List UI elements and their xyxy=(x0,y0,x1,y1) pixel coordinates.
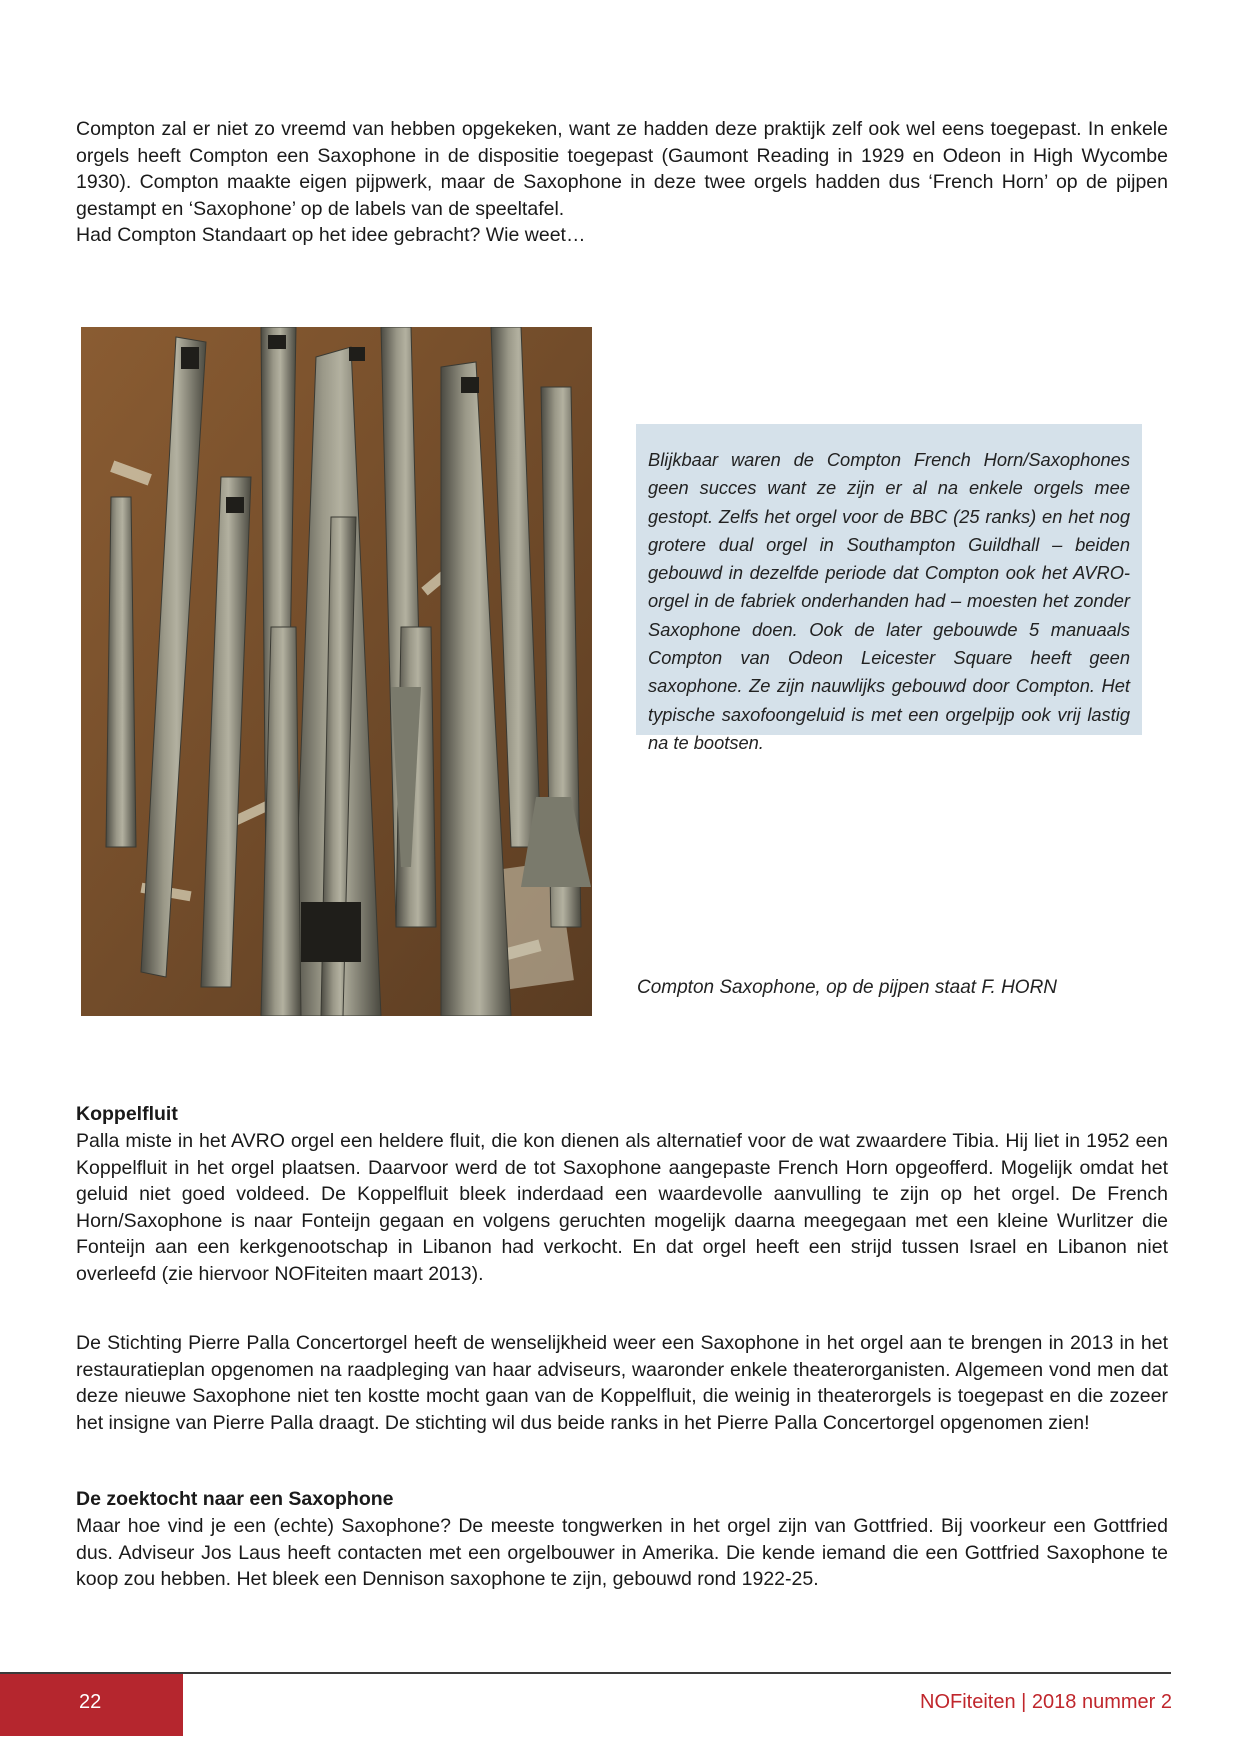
zoektocht-heading: De zoektocht naar een Saxophone xyxy=(76,1488,394,1510)
organ-pipes-photo xyxy=(81,327,592,1016)
intro-paragraph: Compton zal er niet zo vreemd van hebben opgekeken, want ze hadden deze praktijk zelf ook wel eens toegepast. In enkele orgels heeft Compton een Saxophone in de dispositie toegepast (Gaumont Reading in 1929 en Odeon in High Wycombe 1930). Compton maakte eigen pijpwerk, maar de Saxophone in deze twee orgels hadden dus ‘French Horn’ op de pijpen gestampt en ‘Saxophone’ op de labels van de speeltafel. xyxy=(76,118,1168,220)
intro-question: Had Compton Standaart op het idee gebracht? Wie weet… xyxy=(76,224,586,246)
sidebar-callout xyxy=(636,424,1142,753)
sidebar-text: Blijkbaar waren de Compton French Horn/Saxophones geen succes want ze zijn er al na enkele orgels mee gestopt. Zelfs het orgel voor de BBC (25 ranks) en het nog grotere dual orgel in Southampton Guildhall – beiden gebouwd in dezelfde periode dat Compton ook het AVRO-orgel in de fabriek onderhanden had – moesten het zonder Saxophone doen. Ook de later gebouwde 5 manuaals Compton van Odeon Leicester Square heeft geen saxophone. Ze zijn nauwlijks gebouwd door Compton. Het typische saxofoongeluid is met een orgelpijp ook vrij lastig na te bootsen. xyxy=(648,449,1130,753)
koppelfluit-paragraph-2: De Stichting Pierre Palla Concertorgel heeft de wenselijkheid weer een Saxophone in het orgel aan te brengen in 2013 in het restauratieplan opgenomen na raadpleging van haar adviseurs, waaronder enkele theaterorganisten. Algemeen vond men dat deze nieuwe Saxophone niet ten kostte mocht gaan van de Koppelfluit, die weinig in theaterorgels is toegepast en die zozeer het insigne van Pierre Palla draagt. De stichting wil dus beide ranks in het Pierre Palla Concertorgel opgenomen zien! xyxy=(76,1332,1168,1434)
photo-caption: Compton Saxophone, op de pijpen staat F. HORN xyxy=(637,977,1058,998)
koppelfluit-paragraph-1: Palla miste in het AVRO orgel een heldere fluit, die kon dienen als alternatief voor de wat zwaardere Tibia. Hij liet in 1952 een Koppelfluit in het orgel plaatsen. Daarvoor werd de tot Saxophone aangepaste French Horn opgeofferd. Mogelijk omdat het geluid niet goed voldeed. De Koppelfluit bleek inderdaad een waardevolle aanvulling te zijn op het orgel. De French Horn/Saxophone is naar Fonteijn gegaan en volgens geruchten mogelijk daarna meegegaan met een kleine Wurlitzer die Fonteijn aan een kerkgenootschap in Libanon had verkocht. En dat orgel heeft een strijd tussen Israel en Libanon niet overleefd (zie hiervoor NOFiteiten maart 2013). xyxy=(76,1130,1168,1285)
publication-title: NOFiteiten | 2018 nummer 2 xyxy=(920,1691,1172,1713)
zoektocht-paragraph: Maar hoe vind je een (echte) Saxophone? De meeste tongwerken in het orgel zijn van Gottfried. Bij voorkeur een Gottfried dus. Adviseur Jos Laus heeft contacten met een orgelbouwer in Amerika. Die kende iemand die een Gottfried Saxophone te koop zou hebben. Het bleek een Dennison saxophone te zijn, gebouwd rond 1922-25. xyxy=(76,1515,1168,1590)
page-number: 22 xyxy=(79,1691,102,1713)
koppelfluit-heading: Koppelfluit xyxy=(76,1103,178,1125)
